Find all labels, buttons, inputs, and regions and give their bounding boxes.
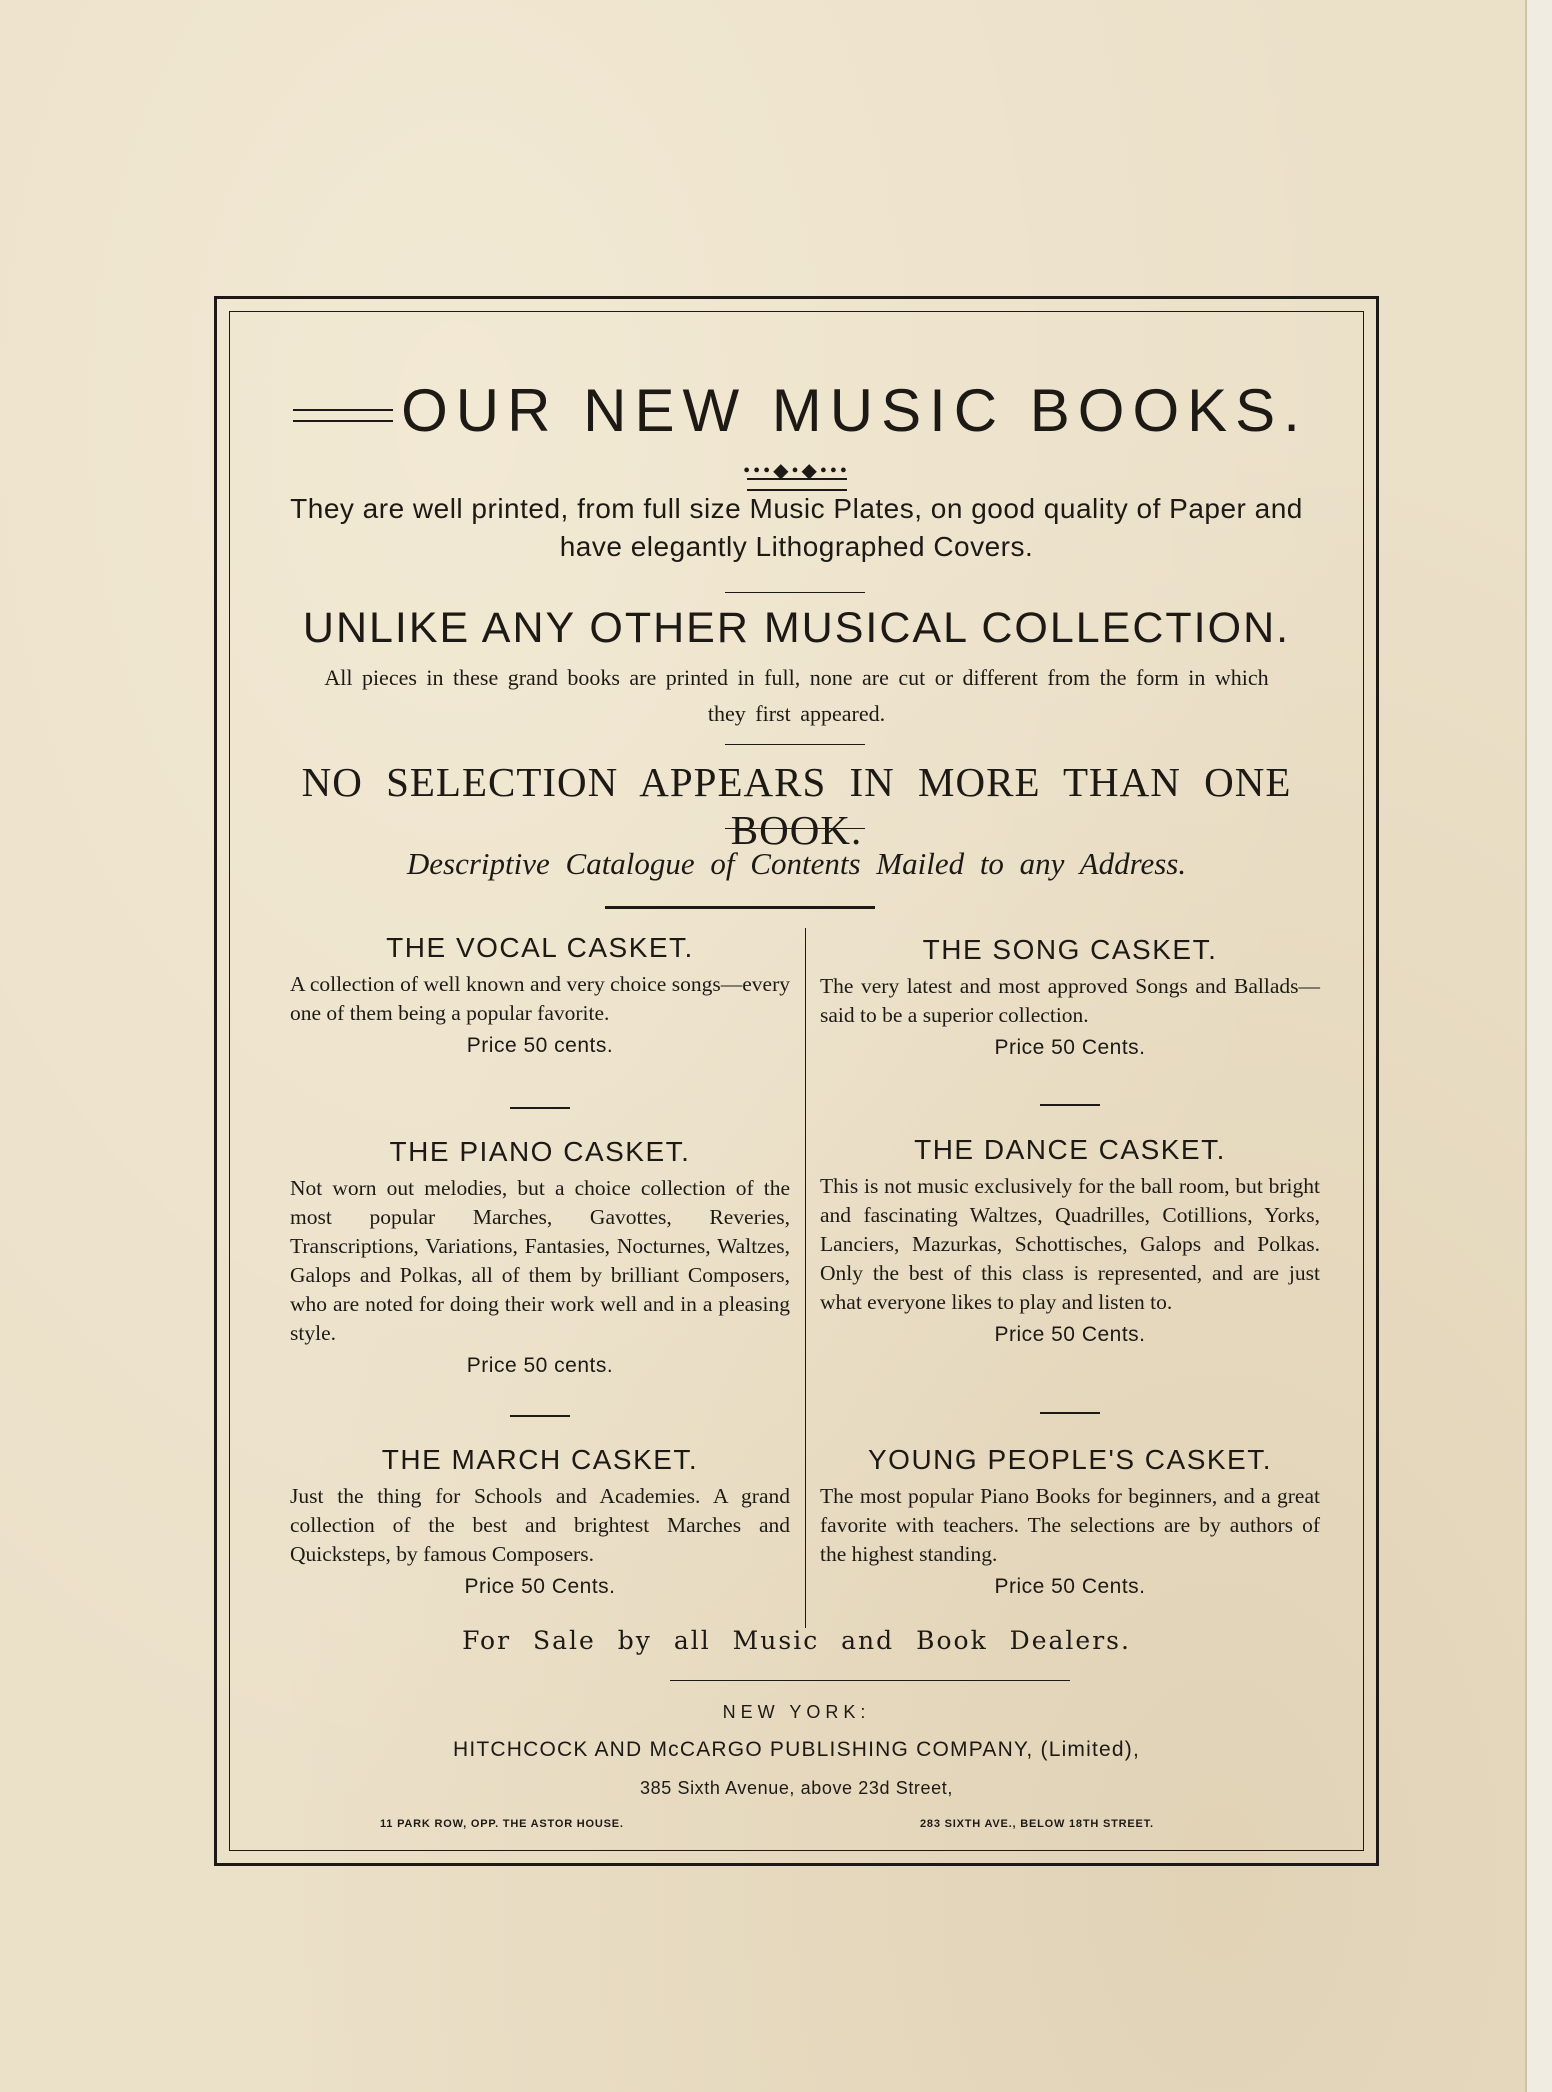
piano-casket-title: THE PIANO CASKET. xyxy=(389,1136,691,1167)
publisher-address: 385 Sixth Avenue, above 23d Street, xyxy=(640,1778,953,1798)
unlike-heading: UNLIKE ANY OTHER MUSICAL COLLECTION. xyxy=(302,604,1291,652)
for-sale-line: For Sale by all Music and Book Dealers. xyxy=(462,1626,1131,1655)
piano-casket-text: Not worn out melodies, but a choice collection of the most popular Marches, Gavottes, Reveries, Transcriptions, Variations, Fantasies, Nocturnes, Waltzes, Galops and Polkas, all of them by brilliant Composers, who are noted for doing their work well and in a pleasing style. xyxy=(290,1176,790,1345)
branch-address-left: 11 PARK ROW, OPP. THE ASTOR HOUSE. xyxy=(380,1818,624,1830)
vocal-casket-text: A collection of well known and very choice songs—every one of them being a popular favorite. xyxy=(290,972,790,1025)
vocal-casket-title: THE VOCAL CASKET. xyxy=(386,932,694,963)
march-casket-block xyxy=(290,1444,790,1599)
publisher-name: HITCHCOCK AND McCARGO PUBLISHING COMPANY, (Limited), xyxy=(452,1738,1141,1761)
page-title: OUR NEW MUSIC BOOKS. xyxy=(401,377,1308,444)
piano-casket-block xyxy=(290,1136,790,1378)
inner-border xyxy=(229,311,1364,1851)
young-casket-block xyxy=(820,1444,1320,1599)
vocal-casket-price: Price 50 cents. xyxy=(466,1034,614,1057)
rule-5 xyxy=(670,1680,1070,1681)
young-casket-title: YOUNG PEOPLE'S CASKET. xyxy=(867,1444,1272,1475)
dash-4 xyxy=(1040,1412,1100,1414)
march-casket-title: THE MARCH CASKET. xyxy=(381,1444,699,1475)
march-casket-price: Price 50 Cents. xyxy=(464,1575,616,1598)
rule-3 xyxy=(725,828,865,829)
catalog-line: Descriptive Catalogue of Contents Mailed to any Address. xyxy=(406,846,1187,881)
dance-casket-block xyxy=(820,1134,1320,1347)
dash-3 xyxy=(1040,1104,1100,1106)
rule-2 xyxy=(725,744,865,745)
vocal-casket-block xyxy=(290,932,790,1058)
rule-1 xyxy=(725,592,865,593)
advertisement-frame xyxy=(214,296,1379,1866)
song-casket-title: THE SONG CASKET. xyxy=(922,934,1218,965)
dash-2 xyxy=(510,1415,570,1417)
intro-paragraph: They are well printed, from full size Music Plates, on good quality of Paper and have elegantly Lithographed Covers. xyxy=(290,493,1303,562)
branch-address-right: 283 SIXTH AVE., BELOW 18TH STREET. xyxy=(920,1818,1154,1830)
binding-edge xyxy=(1525,0,1552,2092)
young-casket-text: The most popular Piano Books for beginners, and a great favorite with teachers. The selections are by authors of the highest standing. xyxy=(820,1484,1320,1566)
dash-1 xyxy=(510,1107,570,1109)
piano-casket-price: Price 50 cents. xyxy=(466,1354,614,1377)
unlike-paragraph: All pieces in these grand books are printed in full, none are cut or different from the form in which they first appeared. xyxy=(324,665,1269,726)
young-casket-price: Price 50 Cents. xyxy=(994,1575,1146,1598)
ornament-divider: •••◆•◆••• xyxy=(743,460,850,482)
column-divider xyxy=(805,928,806,1628)
city-label: NEW YORK: xyxy=(722,1702,871,1722)
march-casket-text: Just the thing for Schools and Academies. A grand collection of the best and brightest Marches and Quicksteps, by famous Composers. xyxy=(290,1484,790,1566)
song-casket-price: Price 50 Cents. xyxy=(994,1036,1146,1059)
song-casket-block xyxy=(820,934,1320,1060)
title-rule-left xyxy=(293,409,393,422)
song-casket-text: The very latest and most approved Songs and Ballads—said to be a superior collection. xyxy=(820,974,1320,1027)
dance-casket-title: THE DANCE CASKET. xyxy=(914,1134,1226,1165)
no-selection-heading: NO SELECTION APPEARS IN MORE THAN ONE BOOK. xyxy=(301,759,1292,853)
dance-casket-price: Price 50 Cents. xyxy=(994,1323,1146,1346)
rule-4 xyxy=(605,906,875,909)
dance-casket-text: This is not music exclusively for the ball room, but bright and fascinating Waltzes, Quadrilles, Cotillions, Yorks, Lanciers, Mazurkas, Schottisches, Galops and Polkas. Only the best of this class is represented, and are just what everyone likes to play and listen to. xyxy=(820,1174,1320,1314)
